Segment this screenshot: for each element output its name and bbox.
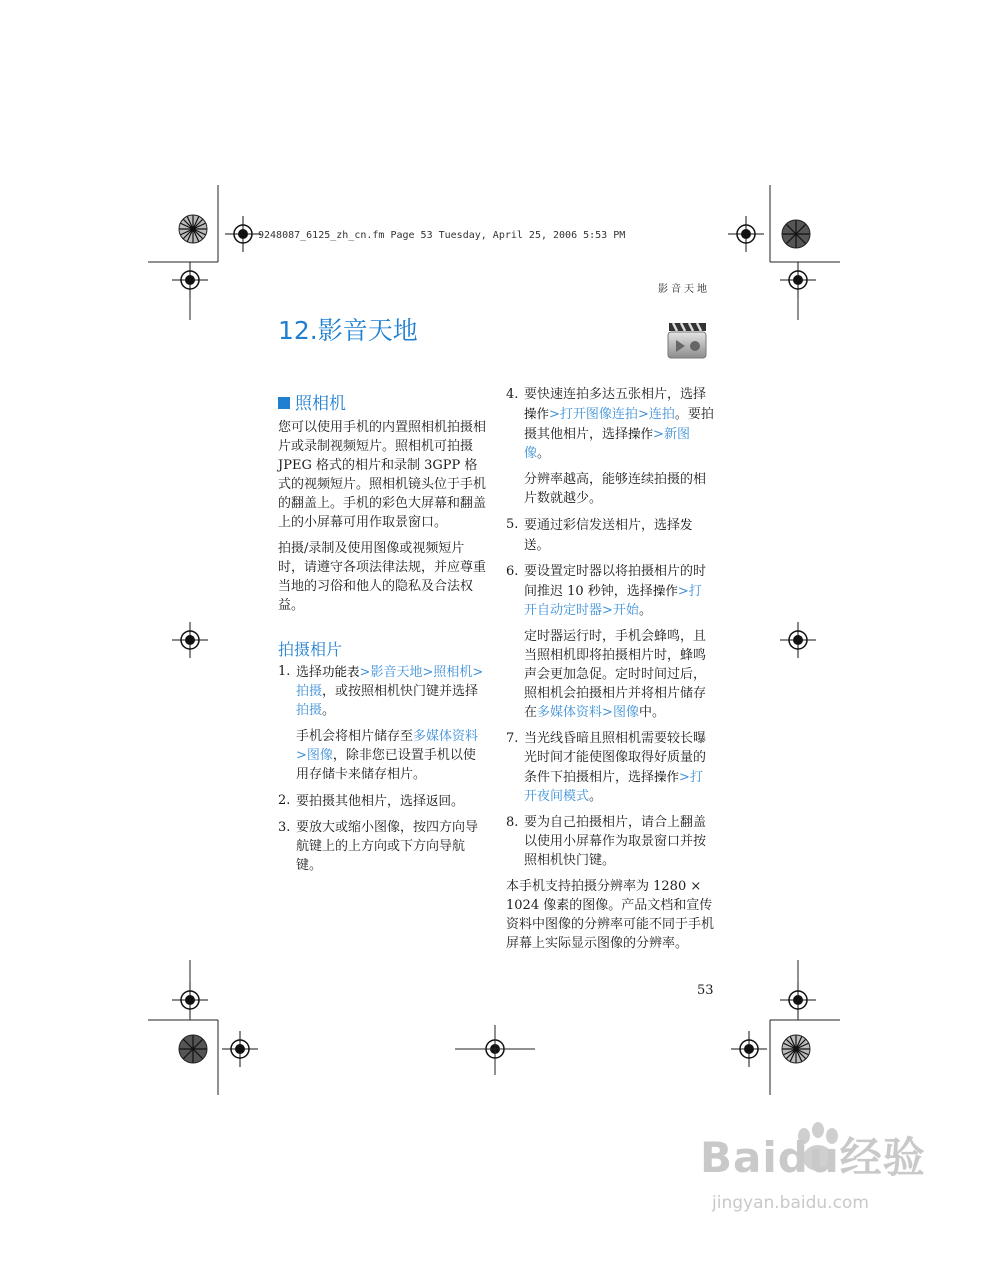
square-bullet-icon xyxy=(278,397,290,409)
list-item: 3. 要放大或缩小图像，按四方向导航键上的上方向或下方向导航键。 xyxy=(278,820,479,873)
watermark-brand: Baidu经验 xyxy=(700,1133,926,1182)
menu-path-label: 操作 xyxy=(652,583,678,598)
section-heading-take-photo: 拍摄相片 xyxy=(278,640,343,659)
menu-link[interactable]: 拍摄 xyxy=(296,684,323,699)
menu-link[interactable]: 多媒体资料 xyxy=(413,729,479,744)
menu-link[interactable]: 图像 xyxy=(306,748,333,763)
list-item: 5. 要通过彩信发送相片，选择发送。 xyxy=(506,517,693,553)
menu-path-label: 功能表 xyxy=(322,664,360,679)
legal-notice-paragraph: 拍摄/录制及使用图像或视频短片时，请遵守各项法律法规，并应尊重当地的习俗和他人的隐私及合法权益。 xyxy=(278,541,487,613)
menu-link[interactable]: 开始 xyxy=(612,603,639,618)
left-column xyxy=(278,418,486,622)
list-item: 7. 当光线昏暗且照相机需要较长曝光时间才能使图像取得好质量的条件下拍摄相片，选择操作>打开夜间模式。 xyxy=(506,731,707,804)
steps-list-left xyxy=(278,662,486,882)
menu-link[interactable]: 照相机 xyxy=(433,665,473,680)
starburst-target-icon xyxy=(781,1034,811,1068)
starburst-target-icon xyxy=(178,1034,208,1068)
list-item: 6. 要设置定时器以将拍摄相片的时间推迟 10 秒钟，选择操作>打开自动定时器>开始。 定时器运行时，手机会蜂鸣，且当照相机即将拍摄相片时，蜂鸣声会更加急促。定时时间过后，照相机会拍摄相片并将相片储存在多媒体资料>图像中。 xyxy=(506,564,707,720)
menu-link[interactable]: 图像 xyxy=(612,705,639,720)
list-item: 8. 要为自己拍摄相片，请合上翻盖以使用小屏幕作为取景窗口并按照相机快门键。 xyxy=(506,815,707,868)
menu-path-label: 返回 xyxy=(426,793,452,808)
resolution-note: 本手机支持拍摄分辨率为 1280 × 1024 像素的图像。产品文档和宣传资料中图像的分辨率可能不同于手机屏幕上实际显示图像的分辨率。 xyxy=(506,879,715,951)
chapter-title: 12.影音天地 xyxy=(278,316,418,345)
menu-link[interactable]: 多媒体资料 xyxy=(537,705,603,720)
page-number: 53 xyxy=(697,983,714,998)
starburst-target-icon xyxy=(178,214,208,248)
menu-path-label: 操作 xyxy=(654,769,680,784)
menu-link[interactable]: 打开图像连拍 xyxy=(559,407,638,422)
section-heading-camera: 照相机 xyxy=(278,389,346,414)
starburst-target-icon xyxy=(781,219,811,253)
camera-intro-paragraph: 您可以使用手机的内置照相机拍摄相片或录制视频短片。照相机可拍摄 JPEG 格式的相片和录制 3GPP 格式的视频短片。照相机镜头位于手机的翻盖上。手机的彩色大屏幕和翻盖上的小屏幕可用作取景窗口。 xyxy=(278,420,487,530)
steps-list-right xyxy=(506,385,714,960)
list-item: 1. 选择功能表>影音天地>照相机>拍摄，或按照相机快门键并选择拍摄。 手机会将相片储存至多媒体资料>图像，除非您已设置手机以使用存储卡来储存相片。 xyxy=(278,664,484,782)
menu-link[interactable]: 连拍 xyxy=(648,407,675,422)
menu-link[interactable]: 新图像 xyxy=(524,427,690,461)
menu-link[interactable]: 拍摄 xyxy=(296,703,323,718)
menu-path-label: 操作 xyxy=(628,426,654,441)
list-item: 2. 要拍摄其他相片，选择返回。 xyxy=(278,793,465,809)
clapperboard-icon xyxy=(666,320,710,364)
print-header: 9248087_6125_zh_cn.fm Page 53 Tuesday, April 25, 2006 5:53 PM xyxy=(258,230,626,241)
list-item: 4. 要快速连拍多达五张相片，选择操作>打开图像连拍>连拍。要拍摄其他相片，选择操作>新图像。 分辨率越高，能够连续拍摄的相片数就越少。 xyxy=(506,387,714,506)
menu-path-label: 发送 xyxy=(524,517,693,552)
menu-link[interactable]: 打开夜间模式 xyxy=(524,770,703,804)
menu-path-label: 操作 xyxy=(524,406,550,421)
menu-link[interactable]: 打开自动定时器 xyxy=(524,584,702,618)
running-head: 影音天地 xyxy=(658,284,710,295)
menu-link[interactable]: 影音天地 xyxy=(370,665,423,680)
watermark-url: jingyan.baidu.com xyxy=(712,1193,869,1213)
